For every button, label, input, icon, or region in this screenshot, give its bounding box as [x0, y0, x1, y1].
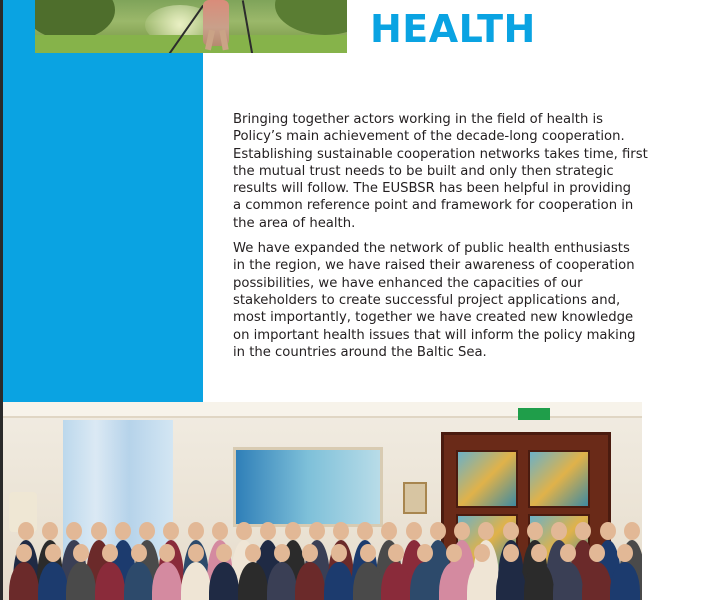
text-line: results will follow. The EUSBSR has been helpful in providing [233, 181, 632, 197]
attendee-head [163, 522, 179, 540]
text-line: a common reference point and framework for cooperation in [233, 198, 634, 214]
page-title: HEALTH [370, 7, 536, 51]
attendee-head [589, 544, 605, 562]
attendee-head [139, 522, 155, 540]
attendee-head [274, 544, 290, 562]
text-line: most importantly, together we have created new knowledge [233, 310, 634, 326]
text-line: the area of health. [233, 215, 356, 231]
attendee-head [624, 522, 640, 540]
attendee-head [360, 544, 376, 562]
wall-mural [233, 447, 383, 527]
attendee-head [285, 522, 301, 540]
attendee-head [42, 522, 58, 540]
paragraph-2 [233, 240, 653, 361]
attendee-head [406, 522, 422, 540]
attendee-head [91, 522, 107, 540]
attendee-head [551, 522, 567, 540]
attendee-head [18, 522, 34, 540]
attendee-head [245, 544, 261, 562]
attendee-head [331, 544, 347, 562]
attendee-head [212, 522, 228, 540]
attendee-head [503, 522, 519, 540]
text-line: Bringing together actors working in the field of health is [233, 112, 604, 127]
attendee-head [575, 522, 591, 540]
text-line: in the countries around the Baltic Sea. [233, 344, 487, 360]
text-line: Establishing sustainable cooperation networks takes time, first [233, 146, 648, 162]
body-text [233, 111, 653, 361]
exit-sign-icon [518, 408, 550, 420]
attendee-head [357, 522, 373, 540]
attendee-head [188, 522, 204, 540]
attendee-head [560, 544, 576, 562]
attendee-head [260, 522, 276, 540]
stained-glass-pane [528, 450, 590, 508]
text-line: on important health issues that will inform the policy making [233, 327, 636, 343]
tree-foliage [35, 0, 115, 40]
text-line: the mutual trust needs to be built and only then strategic [233, 163, 614, 179]
attendee-head [527, 522, 543, 540]
attendee-head [188, 544, 204, 562]
crowd-of-people [3, 522, 642, 600]
attendee-head [309, 522, 325, 540]
attendee-head [381, 522, 397, 540]
attendee-head [430, 522, 446, 540]
attendee-head [333, 522, 349, 540]
attendee-head [16, 544, 32, 562]
attendee-head [236, 522, 252, 540]
attendee-head [66, 522, 82, 540]
attendee-head [102, 544, 118, 562]
stained-glass-pane [456, 450, 518, 508]
hiker-photo [35, 0, 347, 53]
tree-foliage [275, 0, 347, 35]
attendee-head [600, 522, 616, 540]
text-line: Policy’s main achievement of the decade-long cooperation. [233, 129, 625, 145]
attendee-head [503, 544, 519, 562]
attendee-head [417, 544, 433, 562]
blue-side-panel [3, 0, 203, 402]
attendee-head [454, 522, 470, 540]
group-photo [3, 402, 642, 600]
meadow-grass [35, 35, 347, 53]
text-line: in the region, we have raised their awareness of cooperation [233, 258, 635, 274]
wall-picture-frame [403, 482, 427, 514]
paragraph-1 [233, 111, 653, 232]
text-line: We have expanded the network of public health enthusiasts [233, 241, 630, 257]
attendee-head [446, 544, 462, 562]
attendee-head [478, 522, 494, 540]
text-line: possibilities, we have enhanced the capacities of our [233, 275, 583, 291]
attendee-head [45, 544, 61, 562]
text-line: stakeholders to create successful project applications and, [233, 292, 621, 308]
attendee-head [131, 544, 147, 562]
attendee-head [115, 522, 131, 540]
